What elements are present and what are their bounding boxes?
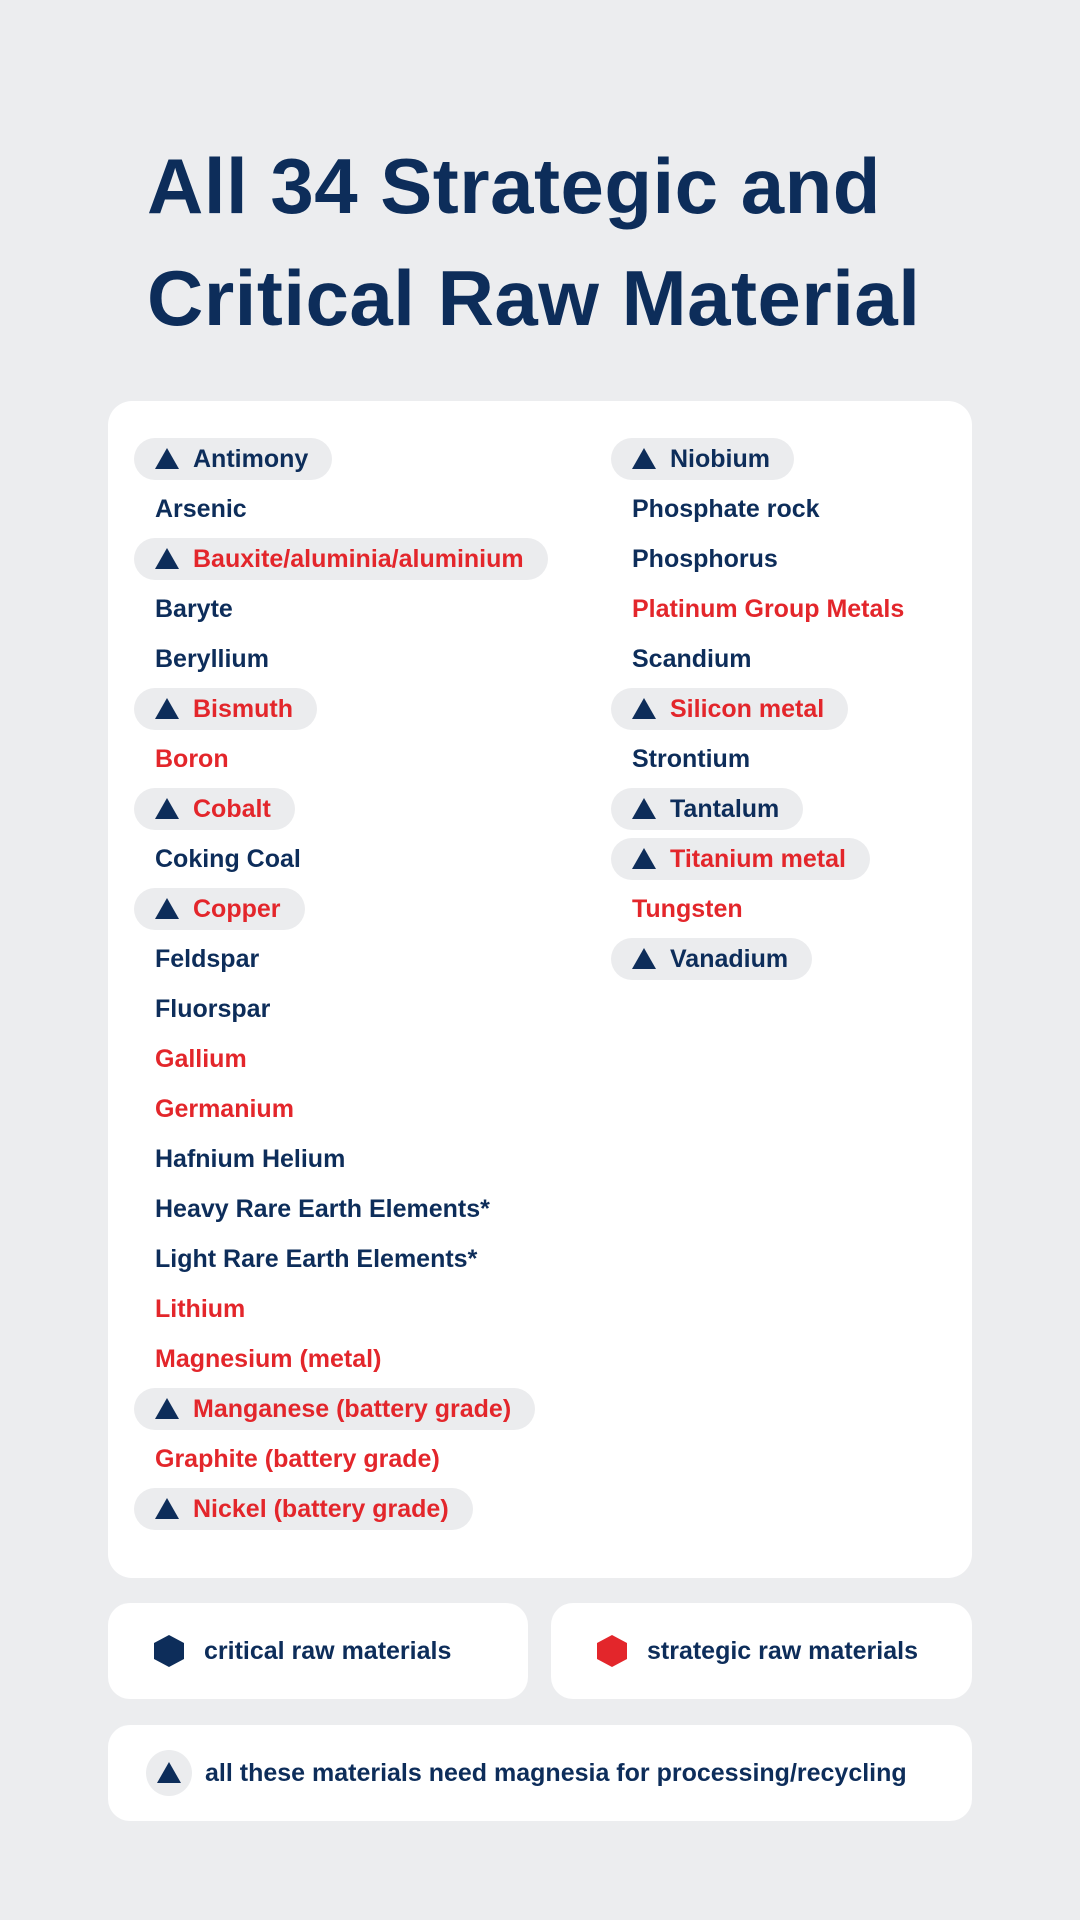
material-item xyxy=(611,888,904,930)
material-name: Graphite (battery grade) xyxy=(155,1444,440,1473)
triangle-icon xyxy=(155,1498,179,1519)
material-item xyxy=(611,538,904,580)
material-row xyxy=(611,438,904,488)
materials-list-right xyxy=(611,438,904,988)
material-item xyxy=(611,638,904,680)
material-name: Tantalum xyxy=(670,794,780,823)
material-row xyxy=(134,1088,548,1138)
material-row xyxy=(134,588,548,638)
material-item xyxy=(134,438,332,480)
material-name: Arsenic xyxy=(155,494,247,523)
legend-critical xyxy=(108,1603,528,1699)
triangle-icon xyxy=(155,698,179,719)
material-name: Gallium xyxy=(155,1044,247,1073)
triangle-icon xyxy=(632,448,656,469)
material-name: Boron xyxy=(155,744,229,773)
material-name: Heavy Rare Earth Elements* xyxy=(155,1194,490,1223)
material-row xyxy=(134,888,548,938)
material-item xyxy=(134,1438,548,1480)
material-name: Baryte xyxy=(155,594,233,623)
material-name: Niobium xyxy=(670,444,770,473)
triangle-icon xyxy=(155,798,179,819)
material-name: Silicon metal xyxy=(670,694,825,723)
material-name: Copper xyxy=(193,894,281,923)
material-row xyxy=(611,738,904,788)
material-row xyxy=(134,688,548,738)
material-name: Bauxite/aluminia/aluminium xyxy=(193,544,524,573)
material-name: Coking Coal xyxy=(155,844,301,873)
material-row xyxy=(134,1288,548,1338)
material-item xyxy=(134,1338,548,1380)
triangle-icon xyxy=(155,548,179,569)
triangle-icon xyxy=(632,848,656,869)
material-item xyxy=(611,738,904,780)
material-name: Phosphorus xyxy=(632,544,778,573)
material-row xyxy=(134,638,548,688)
legend-magnesia xyxy=(108,1725,972,1821)
legend-strategic-label: strategic raw materials xyxy=(647,1636,918,1665)
material-row xyxy=(611,888,904,938)
material-row xyxy=(134,1188,548,1238)
material-item xyxy=(611,488,904,530)
material-item xyxy=(134,738,548,780)
red-hexagon-icon xyxy=(597,1635,627,1667)
material-item xyxy=(134,1138,548,1180)
material-item xyxy=(134,888,305,930)
material-row xyxy=(611,638,904,688)
material-item xyxy=(611,838,870,880)
material-row xyxy=(134,1238,548,1288)
material-item xyxy=(134,1488,473,1530)
material-name: Fluorspar xyxy=(155,994,271,1023)
triangle-icon xyxy=(157,1762,181,1783)
material-item xyxy=(134,938,548,980)
material-name: Scandium xyxy=(632,644,752,673)
material-row xyxy=(611,538,904,588)
material-item xyxy=(611,588,904,630)
material-row xyxy=(134,838,548,888)
material-name: Beryllium xyxy=(155,644,269,673)
material-item xyxy=(134,488,548,530)
material-name: Hafnium Helium xyxy=(155,1144,346,1173)
material-item xyxy=(134,638,548,680)
material-name: Light Rare Earth Elements* xyxy=(155,1244,478,1273)
material-row xyxy=(134,538,548,588)
material-row xyxy=(134,1138,548,1188)
material-item xyxy=(134,838,548,880)
material-item xyxy=(134,688,317,730)
material-item xyxy=(611,688,848,730)
material-row xyxy=(134,988,548,1038)
material-name: Lithium xyxy=(155,1294,246,1323)
materials-list-left xyxy=(134,438,548,1538)
material-name: Phosphate rock xyxy=(632,494,820,523)
material-row xyxy=(611,588,904,638)
legend-critical-label: critical raw materials xyxy=(204,1636,452,1665)
material-row xyxy=(611,788,904,838)
material-row xyxy=(611,488,904,538)
legend-magnesia-label: all these materials need magnesia for processing/recycling xyxy=(205,1758,907,1787)
material-name: Strontium xyxy=(632,744,751,773)
material-item xyxy=(134,1038,548,1080)
material-name: Cobalt xyxy=(193,794,271,823)
material-item xyxy=(134,1388,535,1430)
material-name: Nickel (battery grade) xyxy=(193,1494,449,1523)
material-name: Feldspar xyxy=(155,944,260,973)
material-row xyxy=(611,938,904,988)
triangle-icon xyxy=(632,948,656,969)
material-row xyxy=(611,688,904,738)
triangle-icon xyxy=(632,698,656,719)
material-row xyxy=(134,788,548,838)
material-item xyxy=(134,1188,548,1230)
material-name: Magnesium (metal) xyxy=(155,1344,382,1373)
material-item xyxy=(134,1288,548,1330)
material-row xyxy=(134,1388,548,1438)
material-row xyxy=(134,1038,548,1088)
triangle-icon xyxy=(632,798,656,819)
triangle-icon xyxy=(155,448,179,469)
page-title: All 34 Strategic and Critical Raw Material xyxy=(147,142,921,342)
material-name: Germanium xyxy=(155,1094,294,1123)
material-row xyxy=(134,1488,548,1538)
material-name: Manganese (battery grade) xyxy=(193,1394,512,1423)
material-name: Bismuth xyxy=(193,694,293,723)
material-row xyxy=(134,738,548,788)
material-name: Titanium metal xyxy=(670,844,846,873)
material-row xyxy=(134,488,548,538)
material-row xyxy=(134,1438,548,1488)
material-item xyxy=(134,588,548,630)
material-item xyxy=(611,438,794,480)
triangle-badge xyxy=(146,1750,192,1796)
material-item xyxy=(611,788,803,830)
navy-hexagon-icon xyxy=(154,1635,184,1667)
material-name: Platinum Group Metals xyxy=(632,594,905,623)
material-name: Antimony xyxy=(193,444,309,473)
material-item xyxy=(134,988,548,1030)
material-name: Tungsten xyxy=(632,894,743,923)
legend-strategic xyxy=(551,1603,972,1699)
triangle-icon xyxy=(155,898,179,919)
material-item xyxy=(134,788,295,830)
triangle-icon xyxy=(155,1398,179,1419)
material-item xyxy=(134,1238,548,1280)
material-row xyxy=(134,938,548,988)
material-row xyxy=(134,438,548,488)
material-item xyxy=(134,538,548,580)
materials-card xyxy=(108,401,972,1578)
material-name: Vanadium xyxy=(670,944,789,973)
material-item xyxy=(134,1088,548,1130)
material-item xyxy=(611,938,812,980)
material-row xyxy=(611,838,904,888)
material-row xyxy=(134,1338,548,1388)
